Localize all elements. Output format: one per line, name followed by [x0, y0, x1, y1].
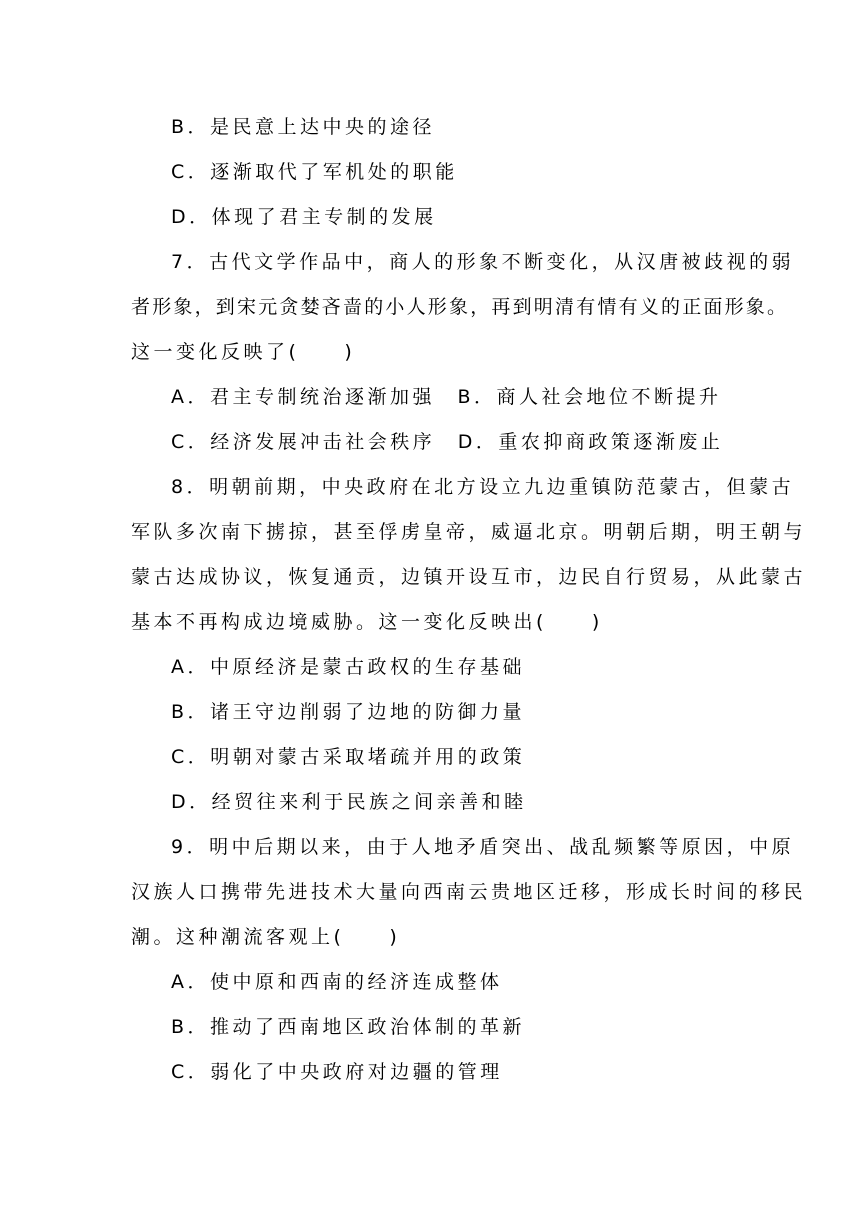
- q8-option-c: C．明朝对蒙古采取堵疏并用的政策: [171, 746, 526, 768]
- q8-option-b: B．诸王守边削弱了边地的防御力量: [171, 701, 526, 723]
- q7-stem-line-2: 者形象，到宋元贪婪吝啬的小人形象，再到明清有情有义的正面形象。: [131, 296, 789, 318]
- q7-options-row-cd: C．经济发展冲击社会秩序 D．重农抑商政策逐渐废止: [171, 431, 724, 453]
- q8-option-a: A．中原经济是蒙古政权的生存基础: [171, 656, 525, 678]
- q8-stem-line-2: 军队多次南下掳掠，甚至俘虏皇帝，威逼北京。明朝后期，明王朝与: [131, 521, 807, 543]
- q9-option-b: B．推动了西南地区政治体制的革新: [171, 1016, 526, 1038]
- q9-stem-line-2: 汉族人口携带先进技术大量向西南云贵地区迁移，形成长时间的移民: [131, 881, 807, 903]
- q6-option-d: D．体现了君主专制的发展: [171, 206, 437, 228]
- q7-options-row-ab: A．君主专制统治逐渐加强 B．商人社会地位不断提升: [171, 386, 722, 408]
- q7-stem-line-3: 这一变化反映了( ): [131, 341, 356, 363]
- q8-stem-line-1: 8．明朝前期，中央政府在北方设立九边重镇防范蒙古，但蒙古: [171, 476, 795, 498]
- q9-option-a: A．使中原和西南的经济连成整体: [171, 971, 503, 993]
- q8-stem-line-4: 基本不再构成边境威胁。这一变化反映出( ): [131, 611, 603, 633]
- q6-option-b: B．是民意上达中央的途径: [171, 116, 436, 138]
- q7-stem-line-1: 7．古代文学作品中，商人的形象不断变化，从汉唐被歧视的弱: [171, 251, 795, 273]
- q8-option-d: D．经贸往来利于民族之间亲善和睦: [171, 791, 527, 813]
- q6-option-c: C．逐渐取代了军机处的职能: [171, 161, 458, 183]
- q9-stem-line-1: 9．明中后期以来，由于人地矛盾突出、战乱频繁等原因，中原: [171, 836, 795, 858]
- q9-stem-line-3: 潮。这种潮流客观上( ): [131, 926, 401, 948]
- q9-option-c: C．弱化了中央政府对边疆的管理: [171, 1061, 503, 1083]
- q8-stem-line-3: 蒙古达成协议，恢复通贡，边镇开设互市，边民自行贸易，从此蒙古: [131, 566, 807, 588]
